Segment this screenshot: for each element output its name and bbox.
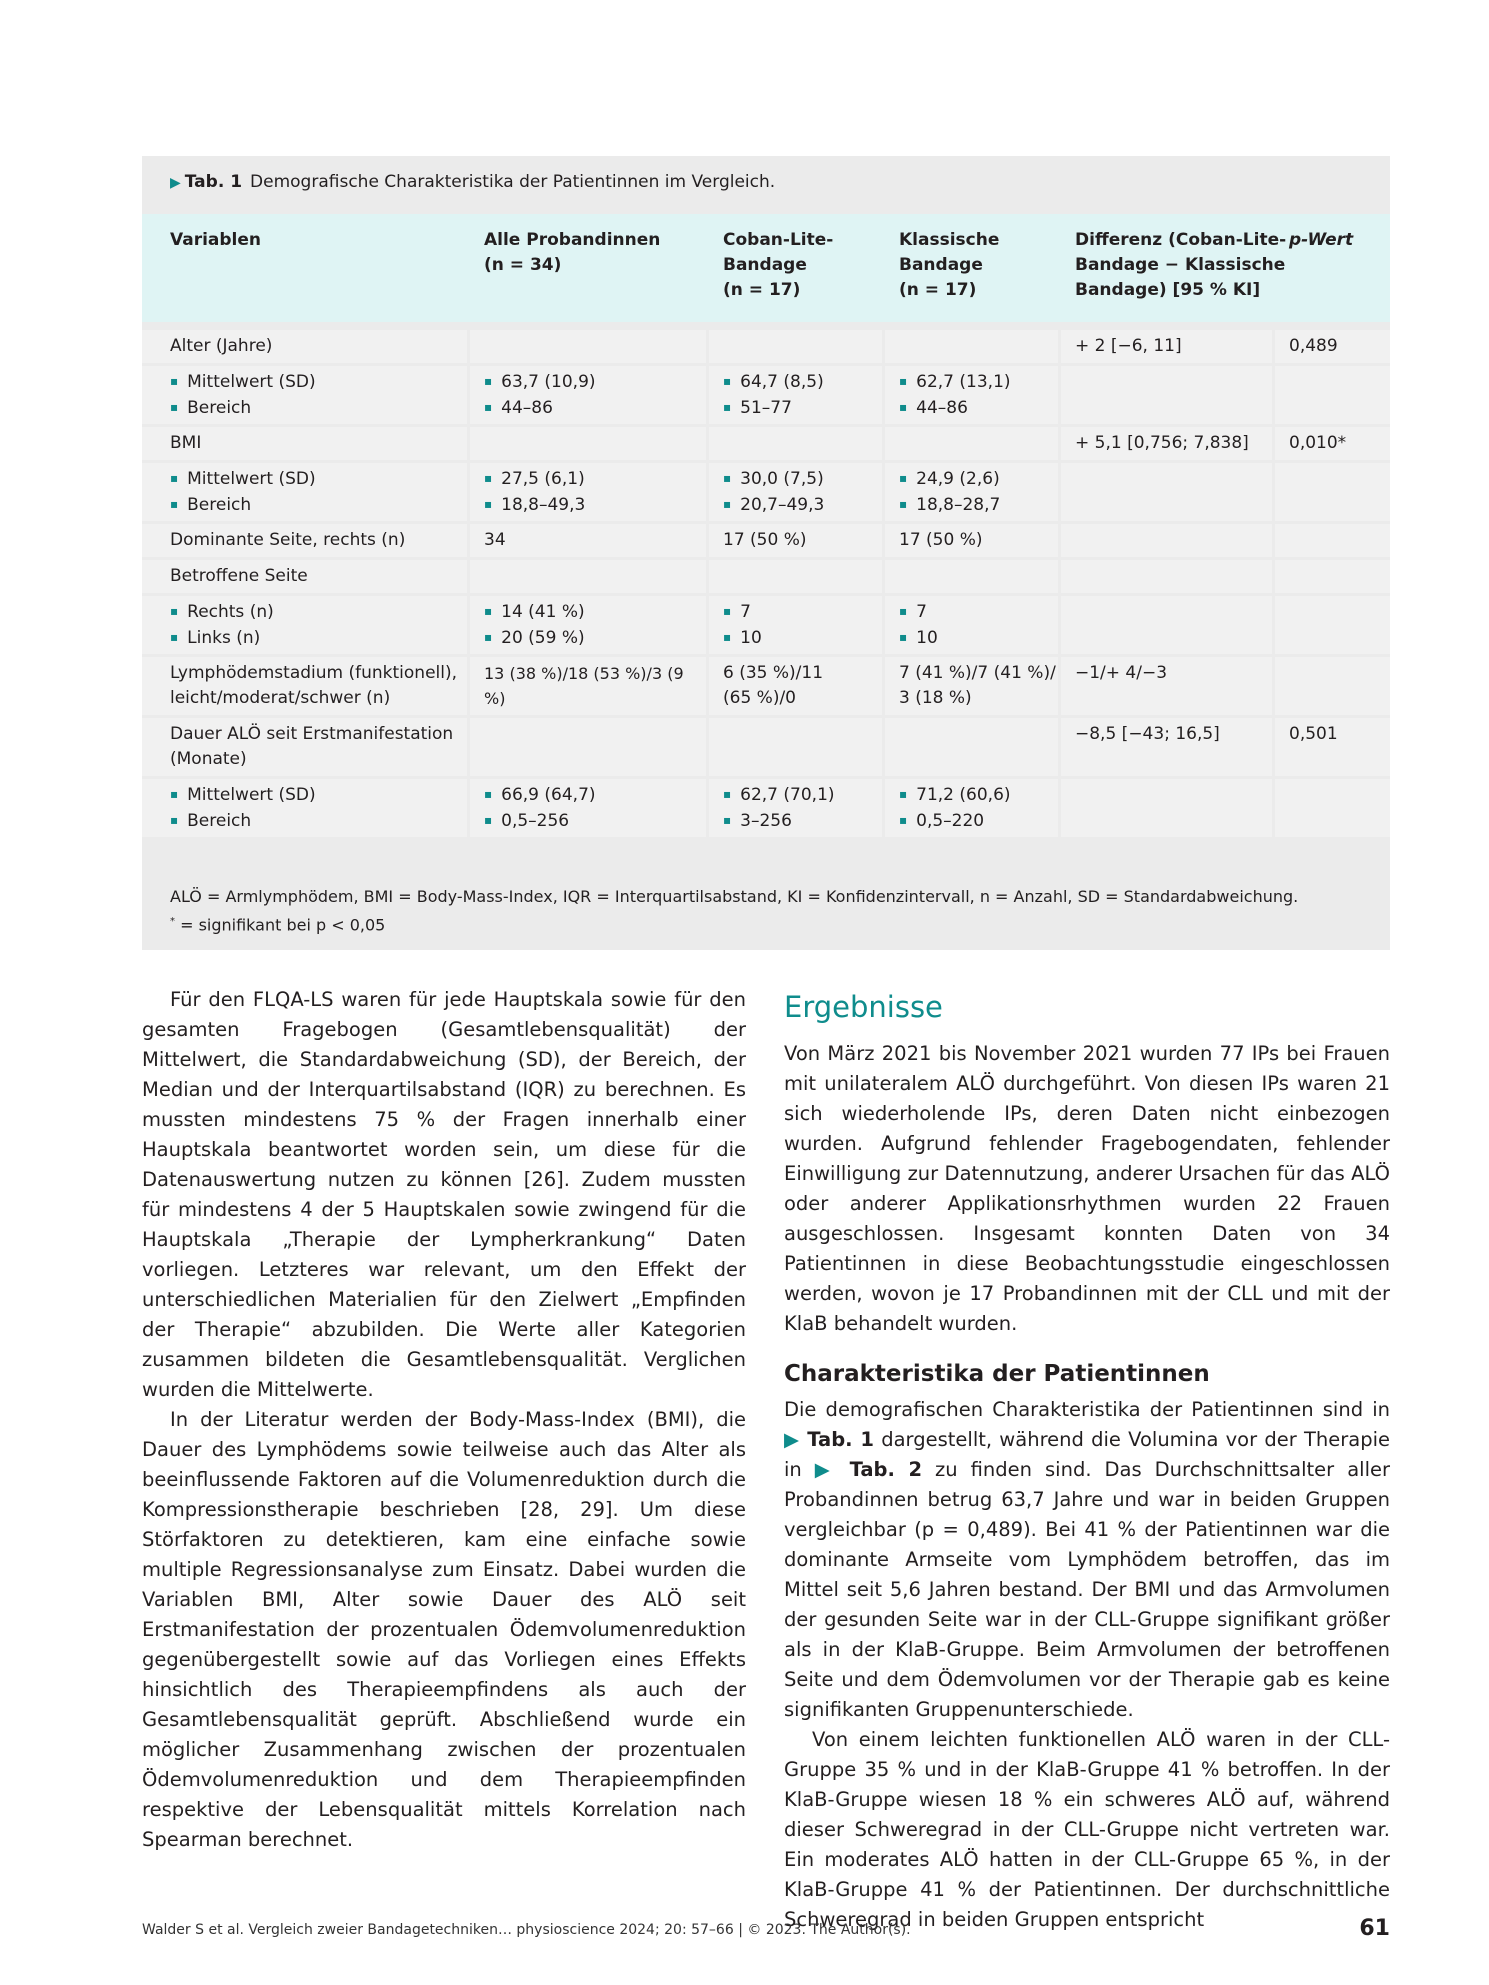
bullet-item: ▪ 20 (59 %) (484, 626, 706, 652)
bullet-item: ▪ Rechts (n) (170, 600, 467, 626)
bullet-item: ▪ 18,8–49,3 (484, 493, 706, 519)
bullet-item: ▪ 44–86 (899, 396, 1058, 422)
table-cell (470, 596, 706, 654)
table-cell: 13 (38 %)/18 (53 %)/3 (9 %) (470, 657, 706, 715)
table-cell (1061, 779, 1272, 837)
table-caption (142, 156, 1390, 212)
bullet-item: ▪ 14 (41 %) (484, 600, 706, 626)
table-footnote (142, 868, 1390, 950)
table-cell (709, 779, 882, 837)
table-reference-link[interactable] (815, 1458, 922, 1481)
table-cell: Dominante Seite, rechts (n) (142, 524, 467, 557)
table-body (142, 330, 1390, 860)
table-row (142, 366, 1390, 424)
table-cell (470, 366, 706, 424)
arrow-right-icon: ▶ (784, 1428, 801, 1451)
table-cell: Alter (Jahre) (142, 330, 467, 363)
table-cell (709, 330, 882, 363)
bullet-item: ▪ Bereich (170, 396, 467, 422)
page-footer (142, 1916, 1390, 1946)
table-caption-text: Demografische Charakteristika der Patientinnen im Vergleich. (250, 172, 776, 192)
footnote-significance (170, 909, 1390, 937)
bullet-item: ▪ Bereich (170, 809, 467, 835)
header-klassisch: Klassische Bandage (n = 17) (899, 230, 1000, 300)
table-cell (709, 718, 882, 776)
table-cell (885, 427, 1058, 460)
bullet-item: ▪ 7 (723, 600, 882, 626)
footnote-significance-text: = signifikant bei p < 0,05 (175, 915, 386, 935)
table-row (142, 330, 1390, 363)
table-cell (1061, 560, 1272, 593)
table-cell (1275, 524, 1390, 557)
table-cell (470, 779, 706, 837)
table-header-row (142, 214, 1390, 322)
table-cell (885, 463, 1058, 521)
bullet-item: ▪ Bereich (170, 493, 467, 519)
table-cell (885, 596, 1058, 654)
table-cell (709, 463, 882, 521)
section-heading: Ergebnisse (784, 990, 943, 1024)
bullet-item: ▪ 7 (899, 600, 1058, 626)
header-variablen: Variablen (170, 230, 262, 250)
bullet-item: ▪ Mittelwert (SD) (170, 370, 467, 396)
table-cell (1275, 463, 1390, 521)
table-cell (142, 366, 467, 424)
bullet-item: ▪ 20,7–49,3 (723, 493, 882, 519)
table-1 (142, 156, 1390, 950)
paragraph (784, 1395, 1390, 1725)
bullet-item: ▪ 62,7 (13,1) (899, 370, 1058, 396)
bullet-item: ▪ Mittelwert (SD) (170, 467, 467, 493)
bullet-item: ▪ 64,7 (8,5) (723, 370, 882, 396)
page-number: 61 (1359, 1916, 1390, 1941)
footnote-abbreviations: ALÖ = Armlymphödem, BMI = Body-Mass-Index, IQR = Interquartilsabstand, KI = Konfidenzintervall, n = Anzahl, SD = Standardabweichung. (170, 887, 1299, 906)
table-row (142, 524, 1390, 557)
table-cell: 17 (50 %) (885, 524, 1058, 557)
table-cell: Lymphödemstadium (funktionell), leicht/moderat/schwer (n) (142, 657, 467, 715)
bullet-item: ▪ 51–77 (723, 396, 882, 422)
bullet-item: ▪ 3–256 (723, 809, 882, 835)
table-cell (1061, 524, 1272, 557)
bullet-item: ▪ 63,7 (10,9) (484, 370, 706, 396)
table-cell (1061, 596, 1272, 654)
table-cell: 7 (41 %)/7 (41 %)/ 3 (18 %) (885, 657, 1058, 715)
table-cell: 0,489 (1275, 330, 1390, 363)
paragraph: Von März 2021 bis November 2021 wurden 77 IPs bei Frauen mit unilateralem ALÖ durchgeführt. Von diesen IPs waren 21 sich wiederholende IPs, deren Daten nicht einbezogen wurden. Aufgrund fehlender Fragebogendaten, fehlender Einwilligung zur Datennutzung, anderer Ursachen für das ALÖ oder anderer Applikationsrhythmen wurden 22 Frauen ausgeschlossen. Insgesamt konnten Daten von 34 Patientinnen in diese Beobachtungsstudie eingeschlossen werden, wovon je 17 Probandinnen mit der CLL und mit der KlaB behandelt wurden. (784, 1042, 1390, 1335)
table-reference-label: Tab. 2 (849, 1458, 923, 1481)
table-row (142, 718, 1390, 776)
bullet-item: ▪ 44–86 (484, 396, 706, 422)
subsection-heading: Charakteristika der Patientinnen (784, 1361, 1210, 1387)
bullet-item: ▪ 0,5–220 (899, 809, 1058, 835)
bullet-item: ▪ 71,2 (60,6) (899, 783, 1058, 809)
bullet-item: ▪ 24,9 (2,6) (899, 467, 1058, 493)
bullet-item: ▪ 62,7 (70,1) (723, 783, 882, 809)
table-cell (709, 366, 882, 424)
table-cell (142, 463, 467, 521)
bullet-item: ▪ 27,5 (6,1) (484, 467, 706, 493)
bullet-item: ▪ Links (n) (170, 626, 467, 652)
paragraph: In der Literatur werden der Body-Mass-Index (BMI), die Dauer des Lymphödems sowie teilweise auch das Alter als beeinflussende Faktoren auf die Volumenreduktion durch die Kompressionstherapie beschrieben [28, 29]. Um diese Störfaktoren zu detektieren, kam eine einfache sowie multiple Regressionsanalyse zum Einsatz. Dabei wurden die Variablen BMI, Alter sowie Dauer des ALÖ seit Erstmanifestation der prozentualen Ödemvolumenreduktion gegenübergestellt sowie auf das Vorliegen eines Effekts hinsichtlich des Therapieempfindens als auch der Gesamtlebensqualität geprüft. Abschließend wurde ein möglicher Zusammenhang zwischen der prozentualen Ödemvolumenreduktion und dem Therapieempfinden respektive der Lebensqualität mittels Korrelation nach Spearman berechnet. (142, 1408, 746, 1851)
arrow-right-icon: ▶ (814, 1458, 837, 1481)
table-row (142, 463, 1390, 521)
table-cell: BMI (142, 427, 467, 460)
table-cell (1275, 596, 1390, 654)
left-column (142, 985, 746, 1855)
table-cell (709, 596, 882, 654)
table-cell: Betroffene Seite (142, 560, 467, 593)
table-cell (470, 718, 706, 776)
bullet-item: ▪ 10 (899, 626, 1058, 652)
bullet-item: ▪ 30,0 (7,5) (723, 467, 882, 493)
table-cell (1275, 779, 1390, 837)
table-cell: Dauer ALÖ seit Erstmanifestation (Monate) (142, 718, 467, 776)
table-cell (709, 560, 882, 593)
header-p-wert: p-Wert (1289, 230, 1354, 250)
table-cell: 17 (50 %) (709, 524, 882, 557)
table-row (142, 560, 1390, 593)
table-reference-label: Tab. 1 (807, 1428, 874, 1451)
table-cell (885, 330, 1058, 363)
paragraph: Von einem leichten funktionellen ALÖ waren in der CLL-Gruppe 35 % und in der KlaB-Gruppe 41 % betroffen. In der KlaB-Gruppe wiesen 18 % ein schweres ALÖ auf, während dieser Schweregrad in der CLL-Gruppe nicht vertreten war. Ein moderates ALÖ hatten in der CLL-Gruppe 65 %, in der KlaB-Gruppe 41 % der Patientinnen. Der durchschnittliche Schweregrad in beiden Gruppen entspricht (784, 1728, 1390, 1931)
right-column (784, 985, 1390, 1935)
table-cell (885, 560, 1058, 593)
bullet-item: ▪ Mittelwert (SD) (170, 783, 467, 809)
table-row (142, 779, 1390, 837)
table-cell: −1/+ 4/−3 (1061, 657, 1272, 715)
table-cell (1275, 657, 1390, 715)
table-cell (1061, 366, 1272, 424)
table-cell: 0,501 (1275, 718, 1390, 776)
table-cell (709, 427, 882, 460)
table-row (142, 596, 1390, 654)
table-cell: + 5,1 [0,756; 7,838] (1061, 427, 1272, 460)
header-coban: Coban-Lite- Bandage (n = 17) (723, 230, 834, 300)
table-cell (1061, 463, 1272, 521)
table-cell: + 2 [−6, 11] (1061, 330, 1272, 363)
text-span: zu finden sind. Das Durchschnittsalter aller Probandinnen betrug 63,7 Jahre und war in beiden Gruppen vergleichbar (p = 0,489). Bei 41 % der Patientinnen war die dominante Armseite vom Lymphödem betroffen, das im Mittel seit 5,6 Jahren bestand. Der BMI und das Armvolumen der gesunden Seite war in der CLL-Gruppe signifikant größer als in der KlaB-Gruppe. Beim Armvolumen der betroffenen Seite und dem Ödemvolumen vor der Therapie gab es keine signifikanten Gruppenunterschiede. (784, 1458, 1390, 1721)
bullet-item: ▪ 66,9 (64,7) (484, 783, 706, 809)
bullet-item: ▪ 10 (723, 626, 882, 652)
table-cell (885, 718, 1058, 776)
table-label: Tab. 1 (184, 172, 243, 192)
table-cell (470, 427, 706, 460)
footnote-mark: * (170, 916, 175, 927)
table-cell (885, 366, 1058, 424)
table-cell (1275, 366, 1390, 424)
header-differenz: Differenz (Coban-Lite- Bandage − Klassische Bandage) [95 % KI] (1075, 230, 1287, 300)
table-cell (470, 560, 706, 593)
table-reference-link[interactable] (784, 1428, 874, 1451)
text-span: Die demografischen Charakteristika der Patientinnen sind in (784, 1398, 1390, 1421)
bullet-item: ▪ 18,8–28,7 (899, 493, 1058, 519)
table-cell (470, 330, 706, 363)
table-cell (885, 779, 1058, 837)
table-cell (142, 596, 467, 654)
table-cell (142, 779, 467, 837)
citation: Walder S et al. Vergleich zweier Bandagetechniken… physioscience 2024; 20: 57–66 | © 2023. The Author(s). (142, 1922, 911, 1938)
table-cell: −8,5 [−43; 16,5] (1061, 718, 1272, 776)
table-row (142, 427, 1390, 460)
text-span: dargestellt, während die Volumina vor der Therapie in (784, 1428, 1391, 1481)
table-row (142, 657, 1390, 715)
table-cell (1275, 560, 1390, 593)
caption-arrow-icon: ▶ (170, 175, 181, 191)
header-alle: Alle Probandinnen (n = 34) (484, 230, 661, 275)
table-cell: 34 (470, 524, 706, 557)
bullet-item: ▪ 0,5–256 (484, 809, 706, 835)
table-cell: 0,010* (1275, 427, 1390, 460)
table-cell: 6 (35 %)/11 (65 %)/0 (709, 657, 882, 715)
table-cell (470, 463, 706, 521)
paragraph: Für den FLQA-LS waren für jede Hauptskala sowie für den gesamten Fragebogen (Gesamtlebensqualität) der Mittelwert, die Standardabweichung (SD), der Bereich, der Median und der Interquartilsabstand (IQR) zu berechnen. Es mussten mindestens 75 % der Fragen innerhalb einer Hauptskala beantwortet worden sein, um diese für die Datenauswertung nutzen zu können [26]. Zudem mussten für mindestens 4 der 5 Hauptskalen sowie zwingend für die Hauptskala „Therapie der Lympherkrankung“ Daten vorliegen. Letzteres war relevant, um den Effekt der unterschiedlichen Materialien für den Zielwert „Empfinden der Therapie“ abzubilden. Die Werte aller Kategorien zusammen bildeten die Gesamtlebensqualität. Verglichen wurden die Mittelwerte. (142, 988, 746, 1401)
